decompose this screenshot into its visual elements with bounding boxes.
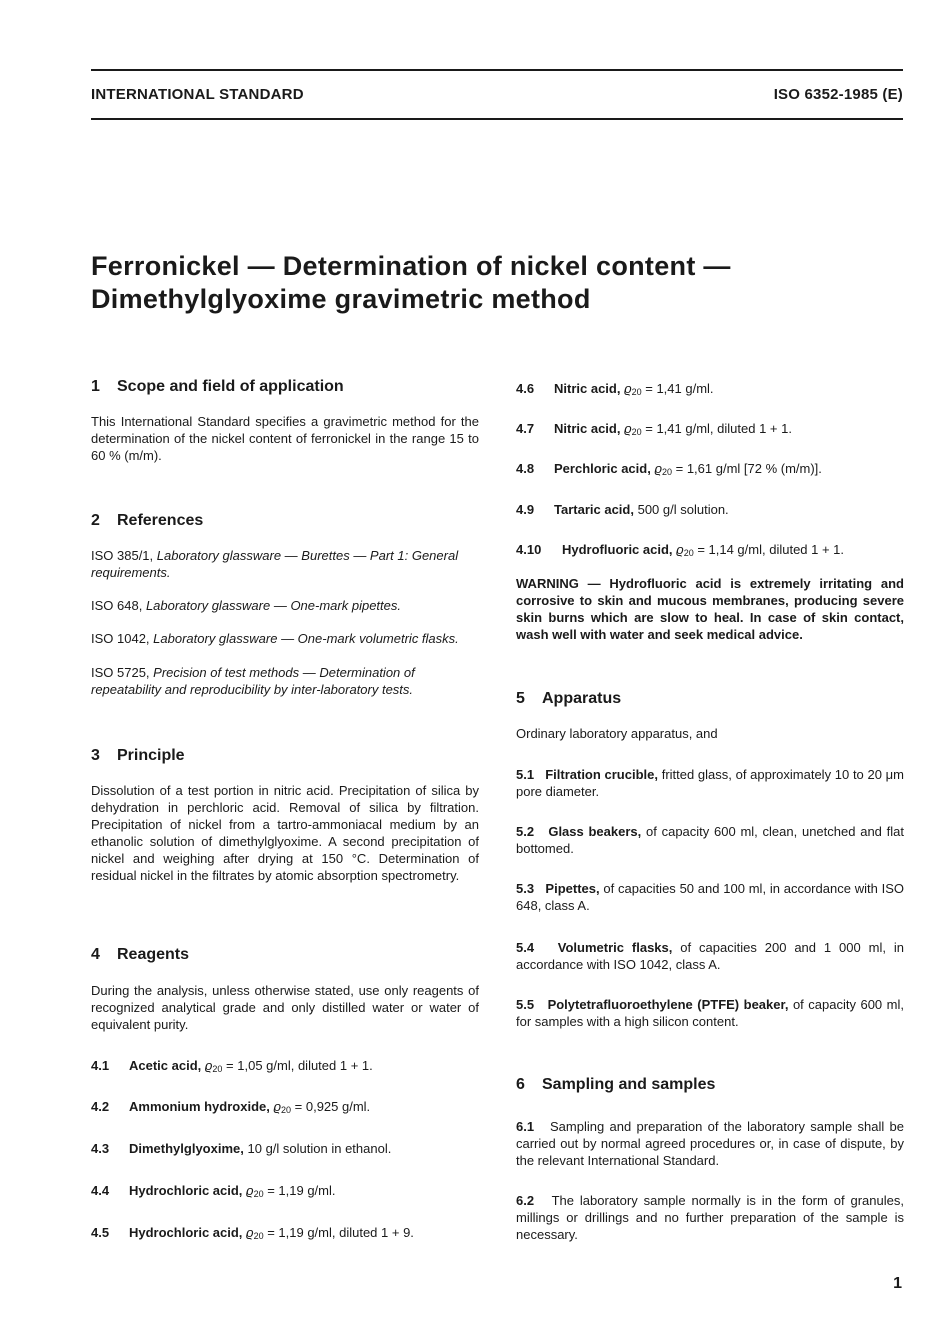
reagent-item: 4.7 Nitric acid, $ϱ_{20} = 1,41$ g/ml, diluted 1 + 1. bbox=[516, 421, 792, 437]
document-title bbox=[91, 250, 731, 316]
reagent-item: 4.6 Nitric acid, $ϱ_{20} = 1,41$ g/ml. bbox=[516, 381, 714, 397]
header-standard-number: ISO 6352-1985 (E) bbox=[773, 86, 903, 103]
section-6-heading: 6 Sampling and samples bbox=[516, 1076, 716, 1093]
reagent-item: 4.3 Dimethylglyoxime, 10 g/l solution in ethanol. bbox=[91, 1141, 392, 1156]
page-number: 1 bbox=[893, 1275, 902, 1292]
section-1-heading: 1 Scope and field of application bbox=[91, 378, 344, 395]
reagent-item: 4.8 Perchloric acid, $ϱ_{20} = 1,61$ g/ml [72 % (m/m)]. bbox=[516, 461, 822, 477]
section-4-intro: During the analysis, unless otherwise stated, use only reagents of recognized analytical grade and only distilled water or water of equivalent purity. bbox=[91, 983, 479, 1032]
section-3-heading: 3 Principle bbox=[91, 747, 185, 764]
apparatus-item: 5.4 Volumetric flasks, of capacities 200 and 1 000 ml, in accordance with ISO 1042, class A. bbox=[516, 940, 904, 972]
hf-warning: WARNING — Hydrofluoric acid is extremely irritating and corrosive to skin and mucous membranes, producing severe skin burns which are slow to heal. In case of skin contact, wash well with water and seek medical advice. bbox=[516, 576, 904, 642]
apparatus-item: 5.2 Glass beakers, of capacity 600 ml, clean, unetched and flat bottomed. bbox=[516, 824, 904, 856]
apparatus-item: 5.3 Pipettes, of capacities 50 and 100 ml, in accordance with ISO 648, class A. bbox=[516, 881, 904, 913]
section-4-heading: 4 Reagents bbox=[91, 946, 190, 963]
sampling-item: 6.1 Sampling and preparation of the laboratory sample shall be carried out by normal agreed procedures or, in case of dispute, by the relevant International Standard. bbox=[516, 1119, 904, 1168]
apparatus-item: 5.5 Polytetrafluoroethylene (PTFE) beaker, of capacity 600 ml, for samples with a high silicon content. bbox=[516, 997, 904, 1029]
header-rule bbox=[91, 118, 903, 120]
reagent-item: 4.1 Acetic acid, $ϱ_{20} = 1,05$ g/ml, diluted 1 + 1. bbox=[91, 1058, 373, 1074]
reagent-item: 4.2 Ammonium hydroxide, $ϱ_{20} = 0,925$ g/ml. bbox=[91, 1099, 371, 1115]
sampling-item: 6.2 The laboratory sample normally is in the form of granules, millings or drillings and no further preparation of the sample is necessary. bbox=[516, 1193, 904, 1242]
section-2-heading: 2 References bbox=[91, 512, 204, 529]
reagent-item: 4.4 Hydrochloric acid, $ϱ_{20} = 1,19$ g/ml. bbox=[91, 1183, 336, 1199]
reagent-item: 4.5 Hydrochloric acid, $ϱ_{20} = 1,19$ g/ml, diluted 1 + 9. bbox=[91, 1225, 414, 1241]
reference-item: ISO 648, Laboratory glassware — One-mark pipettes. bbox=[91, 598, 401, 613]
section-3-text: Dissolution of a test portion in nitric acid. Precipitation of silica by dehydration in perchloric acid. Removal of silica by filtration. Precipitation of nickel from a tartro-ammoniacal medium by an ethanolic solution of dimethylglyoxime. A second precipitation of nickel and weighing after drying at 150 °C. Determination of residual nickel in the filtrates by atomic absorption spectrometry. bbox=[91, 783, 479, 883]
top-rule bbox=[91, 69, 903, 71]
apparatus-item: 5.1 Filtration crucible, fritted glass, of approximately 10 to 20 μm pore diameter. bbox=[516, 767, 904, 799]
reference-item: ISO 1042, Laboratory glassware — One-mark volumetric flasks. bbox=[91, 631, 459, 646]
title-line-1: Ferronickel — Determination of nickel content — bbox=[91, 251, 731, 281]
reagent-item: 4.10 Hydrofluoric acid, $ϱ_{20} = 1,14$ g/ml, diluted 1 + 1. bbox=[516, 542, 845, 558]
header-standard-label: INTERNATIONAL STANDARD bbox=[91, 86, 304, 103]
section-5-heading: 5 Apparatus bbox=[516, 690, 622, 707]
reference-item: ISO 5725, Precision of test methods — Determination of repeatability and reproducibility by inter-laboratory tests. bbox=[91, 665, 415, 697]
reference-item: ISO 385/1, Laboratory glassware — Burettes — Part 1: General requirements. bbox=[91, 548, 459, 580]
title-line-2: Dimethylglyoxime gravimetric method bbox=[91, 284, 591, 314]
reagent-item: 4.9 Tartaric acid, 500 g/l solution. bbox=[516, 502, 729, 517]
section-1-text: This International Standard specifies a gravimetric method for the determination of the nickel content of ferronickel in the range 15 to 60 % (m/m). bbox=[91, 414, 479, 463]
section-5-intro: Ordinary laboratory apparatus, and bbox=[516, 726, 718, 741]
